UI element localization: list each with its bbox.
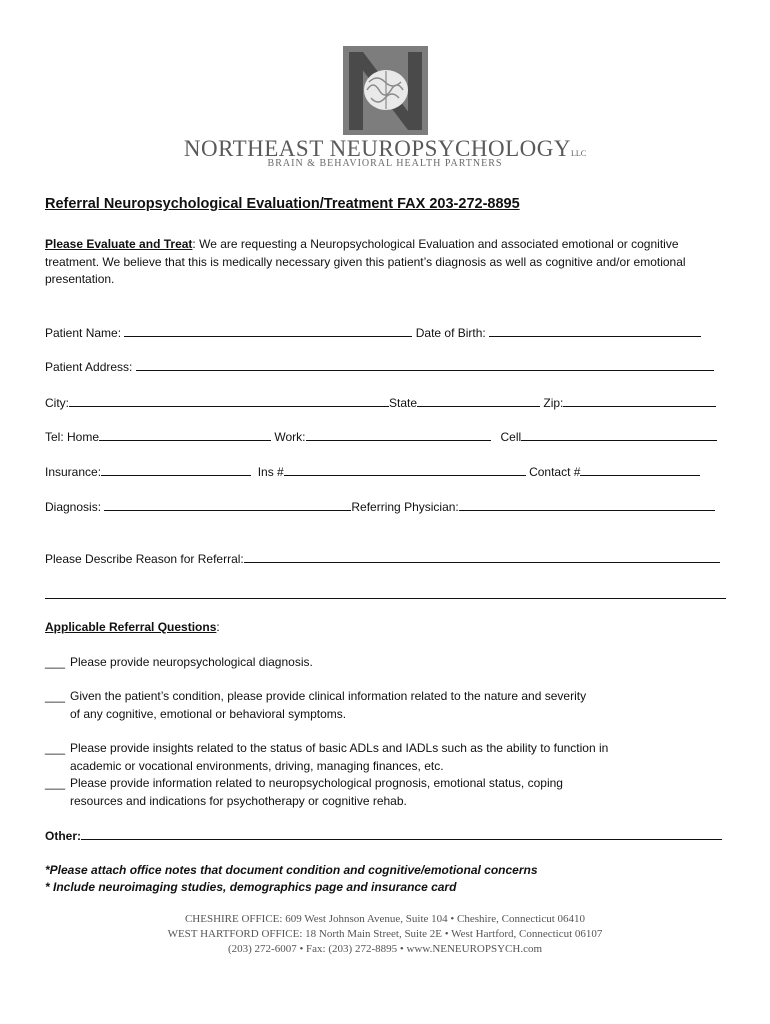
tel-home-field[interactable] <box>99 428 271 441</box>
cell-field[interactable] <box>521 428 717 441</box>
row-reason-cont <box>45 586 726 602</box>
address-label: Patient Address: <box>45 360 133 374</box>
question-text-cont: of any cognitive, emotional or behavioral symptoms. <box>70 706 347 721</box>
reason-field-line2[interactable] <box>45 586 726 599</box>
dob-label: Date of Birth: <box>415 326 486 340</box>
patient-name-label: Patient Name: <box>45 326 122 340</box>
question-text: Please provide information related to neuropsychological prognosis, emotional status, coping <box>70 776 563 790</box>
work-label: Work: <box>274 430 306 444</box>
question-4 <box>45 775 735 810</box>
insurance-label: Insurance: <box>45 465 102 479</box>
question-2 <box>45 688 735 723</box>
other-label: Other <box>45 829 78 843</box>
state-field[interactable] <box>417 394 540 407</box>
intro-bold: Please Evaluate and Treat <box>45 237 193 251</box>
logo-emblem <box>343 46 428 135</box>
intro-text: : We are requesting a Neuropsychological Evaluation and associated emotional or cognitive treatment. We believe that this is medically necessary given this patient’s diagnosis as well as cognitive and/or emotional presentation. <box>45 237 686 286</box>
note-include: * Include neuroimaging studies, demographics page and insurance card <box>45 880 457 894</box>
row-insurance <box>45 463 700 479</box>
footer-west-hartford: WEST HARTFORD OFFICE: 18 North Main Street, Suite 2E • West Hartford, Connecticut 06107 <box>167 928 603 940</box>
city-label: City: <box>45 396 69 410</box>
row-patient-name <box>45 324 701 340</box>
state-label: State <box>389 396 418 410</box>
question-text: Please provide neuropsychological diagnosis. <box>70 655 313 669</box>
address-field[interactable] <box>136 358 714 371</box>
footer-contact: (203) 272-6007 • Fax: (203) 272-8895 • www.NENEUROPSYCH.com <box>227 943 543 955</box>
row-city <box>45 394 716 410</box>
intro-paragraph <box>45 236 735 289</box>
work-field[interactable] <box>306 428 491 441</box>
patient-name-field[interactable] <box>124 324 412 337</box>
question-text: Given the patient’s condition, please provide clinical information related to the nature and severity <box>70 689 587 703</box>
brain-n-icon <box>343 46 428 135</box>
referring-label: Referring Physician: <box>351 500 459 514</box>
referring-field[interactable] <box>459 498 715 511</box>
logo-llc: LLC <box>570 149 587 158</box>
logo-title-main: NORTHEAST NEUROPSYCHOLOGY <box>183 136 571 161</box>
questions-heading <box>45 620 220 634</box>
contact-label: Contact # <box>529 465 581 479</box>
row-reason <box>45 550 720 566</box>
question-checkbox[interactable]: ___ <box>45 776 66 790</box>
ins-num-label: Ins # <box>257 465 284 479</box>
reason-field[interactable] <box>244 550 720 563</box>
question-checkbox[interactable]: ___ <box>45 689 66 703</box>
questions-heading-colon: : <box>216 620 220 634</box>
diagnosis-label: Diagnosis: <box>45 500 102 514</box>
row-diagnosis <box>45 498 715 514</box>
dob-field[interactable] <box>489 324 701 337</box>
contact-field[interactable] <box>580 463 700 476</box>
question-text-cont: resources and indications for psychotherapy or cognitive rehab. <box>70 793 407 808</box>
row-address <box>45 358 714 374</box>
zip-label: Zip: <box>543 396 564 410</box>
form-heading: Referral Neuropsychological Evaluation/Treatment FAX 203-272-8895 <box>45 196 520 212</box>
row-phone <box>45 428 717 444</box>
reason-label: Please Describe Reason for Referral: <box>45 552 244 566</box>
zip-field[interactable] <box>563 394 716 407</box>
logo-subtitle: BRAIN & BEHAVIORAL HEALTH PARTNERS <box>267 158 503 169</box>
questions-heading-text: Applicable Referral Questions <box>45 620 217 634</box>
question-text: Please provide insights related to the status of basic ADLs and IADLs such as the ability to function in <box>70 741 609 755</box>
other-field[interactable] <box>81 827 722 840</box>
tel-home-label: Tel: Home <box>45 430 100 444</box>
diagnosis-field[interactable] <box>104 498 351 511</box>
insurance-field[interactable] <box>101 463 251 476</box>
question-checkbox[interactable]: ___ <box>45 741 66 755</box>
question-checkbox[interactable]: ___ <box>45 655 66 669</box>
city-field[interactable] <box>69 394 389 407</box>
question-text-cont: academic or vocational environments, driving, managing finances, etc. <box>70 758 444 773</box>
question-1 <box>45 654 735 672</box>
footer-cheshire: CHESHIRE OFFICE: 609 West Johnson Avenue, Suite 104 • Cheshire, Connecticut 06410 <box>184 913 586 925</box>
row-other: Other: <box>45 827 722 843</box>
question-3 <box>45 740 735 775</box>
ins-num-field[interactable] <box>284 463 526 476</box>
cell-label: Cell <box>500 430 522 444</box>
note-attach: *Please attach office notes that document condition and cognitive/emotional concerns <box>45 863 538 877</box>
